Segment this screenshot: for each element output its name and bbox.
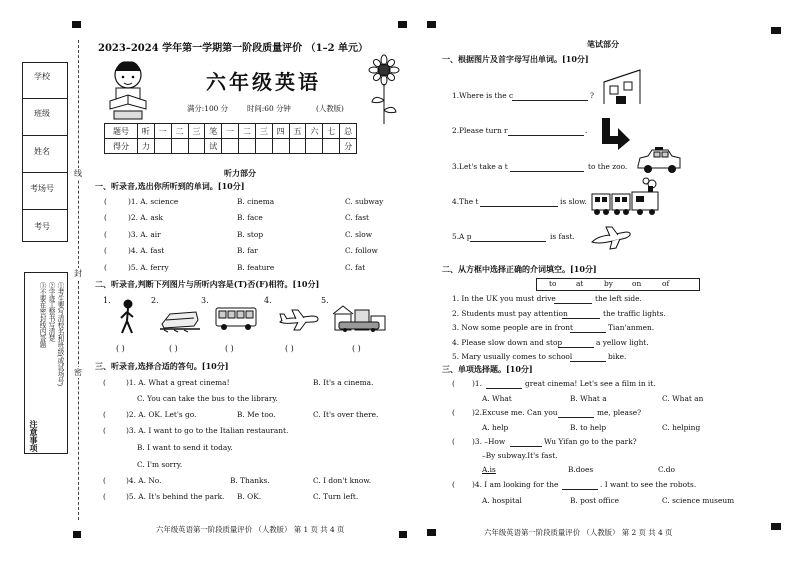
street-scene-icon (333, 304, 387, 332)
l-q1-option-b: B. feature (237, 263, 275, 272)
cell: 一 (222, 124, 239, 139)
score-cell[interactable] (171, 139, 188, 154)
score-cell[interactable] (255, 139, 272, 154)
l-q2-answer[interactable]: ( ) (116, 344, 125, 353)
r-q3-option-c: C. What an (662, 394, 704, 403)
l-q3-option-b: B. It's a cinema. (313, 378, 374, 387)
written-section-title: 笔试部分 (587, 39, 619, 49)
divider (22, 98, 67, 99)
field-exam-number: 考号 (34, 222, 50, 231)
r-q2-item-pre: 5. Mary usually comes to school (452, 352, 573, 361)
l-q3-title: 三、听录音,选择合适的答句。[10分] (95, 361, 229, 371)
r-q3-option-a: A. hospital (482, 496, 522, 505)
turn-right-arrow-icon (598, 116, 632, 150)
r-q1-item2-post: . (585, 126, 588, 135)
l-q1-option-a: )1. A. science (128, 197, 179, 206)
r-q3-paren[interactable]: ( (452, 437, 455, 446)
l-q2-num: 5. (321, 296, 329, 305)
r-q1-item1-post: ? (590, 91, 594, 100)
r-q3-option-b: B.does (568, 465, 594, 474)
r-q2-item-pre: 4. Please slow down and stop (452, 338, 563, 347)
r-q3-extra: –By subway.It's fast. (482, 451, 558, 460)
l-q3-option-c: C. Turn left. (313, 492, 359, 501)
l-q3-option-b: B. Me too. (237, 410, 276, 419)
r-q3-option-c: C. helping (662, 423, 701, 432)
r-q1-item2-pre: 2.Please turn r (452, 126, 508, 135)
divider (22, 172, 67, 173)
registration-mark (771, 27, 781, 34)
registration-mark (398, 21, 407, 28)
seal-mark-seal: 封 (74, 269, 82, 278)
r-q3-option-b: B. to help (570, 423, 607, 432)
l-q2-answer[interactable]: ( ) (225, 344, 234, 353)
sunflower-illustration (368, 56, 400, 126)
l-q1-paren[interactable]: ( (104, 246, 107, 255)
cell: 七 (323, 124, 340, 139)
cell: 力 (138, 139, 155, 154)
notice-line-2: ②字迹工整书写清楚 (47, 282, 55, 342)
r-q3-option-a: A.is (482, 465, 496, 474)
cinema-building-icon (600, 64, 644, 106)
l-q3-paren[interactable]: ( (103, 492, 106, 501)
cell: 四 (272, 124, 289, 139)
l-q3-paren[interactable]: ( (103, 378, 106, 387)
r-q3-option-c: C.do (658, 465, 675, 474)
r-q2-blank[interactable] (570, 361, 606, 362)
l-q3-option-c: C. It's over there. (313, 410, 379, 419)
r-q3-title: 三、单项选择题。[10分] (442, 364, 533, 374)
r-q3-stem-pre: )1. (472, 379, 482, 388)
r-q2-item-post: Tian'anmen. (608, 323, 655, 332)
score-cell[interactable] (272, 139, 289, 154)
r-q2-item-pre: 3. Now some people are in front (452, 323, 573, 332)
l-q1-option-b: B. far (237, 246, 258, 255)
word-bank-item: to (549, 279, 557, 288)
cell: 一 (154, 124, 171, 139)
r-q3-paren[interactable]: ( (452, 408, 455, 417)
l-q3-option-c: C. I'm sorry. (137, 460, 183, 469)
field-name: 姓名 (34, 147, 50, 156)
r-q2-blank[interactable] (570, 332, 606, 333)
word-bank-item: by (604, 279, 613, 288)
r-q3-option-b: B. What a (570, 394, 607, 403)
l-q1-option-a: )2. A. ask (128, 213, 163, 222)
l-q1-option-c: C. fast (345, 213, 369, 222)
score-cell[interactable] (306, 139, 323, 154)
l-q1-title: 一、听录音,选出你所听到的单词。[10分] (95, 181, 245, 191)
score-cell[interactable] (239, 139, 256, 154)
field-class: 班级 (34, 109, 50, 118)
score-cell[interactable] (154, 139, 171, 154)
right-page-footer: 六年级英语第一阶段质量评价 （人教版） 第 2 页 共 4 页 (484, 528, 673, 537)
main-title: 六年级英语 (206, 70, 321, 94)
l-q1-option-b: B. stop (237, 230, 264, 239)
field-exam-room: 考场号 (30, 184, 54, 193)
l-q2-answer[interactable]: ( ) (169, 344, 178, 353)
cell: 六 (306, 124, 323, 139)
seal-mark-line: 线 (74, 169, 82, 178)
cell: 试 (205, 139, 222, 154)
r-q1-item2-blank[interactable] (508, 135, 584, 136)
airplane-icon (278, 306, 320, 332)
r-q1-item5-blank[interactable] (470, 241, 546, 242)
score-table-header-row (105, 124, 357, 139)
left-page-footer: 六年级英语第一阶段质量评价 （人教版） 第 1 页 共 4 页 (156, 525, 345, 534)
r-q2-item-pre: 1. In the UK you must drive (452, 294, 556, 303)
l-q1-option-c: C. subway (345, 197, 384, 206)
l-q3-option-a: )1. A. What a great cinema! (126, 378, 230, 387)
registration-mark (427, 21, 436, 28)
l-q1-option-c: C. slow (345, 230, 373, 239)
registration-mark (73, 531, 81, 538)
r-q2-blank[interactable] (562, 318, 600, 319)
r-q3-stem-pre: )2.Excuse me. Can you (472, 408, 558, 417)
l-q2-num: 2. (151, 296, 159, 305)
score-table-score-row (105, 139, 357, 154)
r-q1-item4-pre: 4.The t (452, 197, 479, 206)
l-q3-option-b: B. OK. (237, 492, 262, 501)
notice-line-1: ①考生要写清校名和班级(或试场号) (56, 282, 64, 387)
r-q3-stem-pre: )4. I am looking for the (472, 480, 559, 489)
cell: 分 (340, 139, 357, 154)
r-q3-paren[interactable]: ( (452, 379, 455, 388)
word-bank-item: on (632, 279, 642, 288)
l-q3-option-b: B. I want to send it today. (137, 443, 233, 452)
r-q1-item3-post: to the zoo. (588, 162, 628, 171)
r-q3-paren[interactable]: ( (452, 480, 455, 489)
seal-line (78, 40, 79, 520)
word-bank-box (536, 278, 700, 291)
r-q2-item-post: a yellow light. (596, 338, 649, 347)
r-q2-title: 二、从方框中选择正确的介词填空。[10分] (442, 264, 597, 274)
r-q1-item1-pre: 1.Where is the c (452, 91, 514, 100)
cell: 笔 (205, 124, 222, 139)
divider (22, 209, 67, 210)
r-q3-stem-post: . I want to see the robots. (600, 480, 697, 489)
full-score: 满分:100 分 (187, 104, 229, 113)
taxi-icon (636, 146, 682, 176)
l-q3-paren[interactable]: ( (103, 410, 106, 419)
walking-person-icon (118, 300, 138, 336)
l-q1-paren[interactable]: ( (104, 263, 107, 272)
l-q3-option-a: )2. A. OK. Let's go. (126, 410, 197, 419)
r-q1-item3-pre: 3.Let's take a t (452, 162, 508, 171)
r-q1-item5-post: is fast. (550, 232, 575, 241)
l-q3-option-a: )5. A. It's behind the park. (126, 492, 225, 501)
score-table (104, 123, 357, 154)
l-q1-option-a: )5. A. ferry (128, 263, 169, 272)
r-q3-stem-post: me, please? (597, 408, 642, 417)
r-q3-blank[interactable] (486, 388, 522, 389)
steam-train-icon (590, 178, 664, 218)
l-q1-paren[interactable]: ( (104, 213, 107, 222)
l-q3-option-a: )3. A. I want to go to the Italian restaurant. (126, 426, 289, 435)
score-cell[interactable] (188, 139, 205, 154)
l-q1-option-b: B. face (237, 213, 263, 222)
r-q2-item-post: the left side. (595, 294, 642, 303)
cell: 听 (138, 124, 155, 139)
r-q3-stem-pre: )3. –How (472, 437, 506, 446)
cell: 二 (171, 124, 188, 139)
l-q1-option-c: C. follow (345, 246, 378, 255)
score-cell[interactable] (222, 139, 239, 154)
seal-mark-secret: 密 (74, 368, 82, 377)
registration-mark (771, 523, 781, 530)
notice-line-3: ③不要在密封线内答题 (38, 282, 46, 348)
notice-title: 注意事项 (29, 420, 39, 452)
cell: 题号 (105, 124, 138, 139)
l-q1-option-a: )4. A. fast (128, 246, 165, 255)
bus-icon (214, 306, 258, 332)
l-q3-option-c: C. You can take the bus to the library. (137, 394, 278, 403)
r-q3-option-b: B. post office (570, 496, 619, 505)
r-q3-option-a: A. help (482, 423, 509, 432)
r-q2-item-pre: 2. Students must pay attention (452, 309, 568, 318)
l-q2-answer[interactable]: ( ) (285, 344, 294, 353)
exam-time: 时间:60 分钟 (247, 104, 291, 113)
boy-reading-illustration (104, 57, 152, 123)
score-cell[interactable] (323, 139, 340, 154)
r-q3-stem-post: great cinema! Let's see a film in it. (525, 379, 656, 388)
cell: 三 (188, 124, 205, 139)
l-q2-num: 4. (264, 296, 272, 305)
registration-mark (399, 531, 407, 538)
cell: 总 (340, 124, 357, 139)
divider (22, 135, 67, 136)
r-q3-option-c: C. science museum (662, 496, 735, 505)
cell: 得分 (105, 139, 138, 154)
l-q2-num: 3. (201, 296, 209, 305)
registration-mark (427, 529, 436, 536)
r-q2-blank[interactable] (558, 347, 594, 348)
cell: 二 (239, 124, 256, 139)
l-q1-paren[interactable]: ( (104, 230, 107, 239)
l-q2-title: 二、听录音,判断下列图片与所听内容是(T)否(F)相符。[10分] (95, 279, 320, 289)
registration-mark (72, 21, 81, 28)
l-q3-paren[interactable]: ( (103, 476, 106, 485)
l-q2-num: 1. (103, 296, 111, 305)
word-bank-item: of (662, 279, 670, 288)
r-q3-blank[interactable] (558, 417, 594, 418)
cell: 三 (255, 124, 272, 139)
exam-header-title: 2023–2024 学年第一学期第一阶段质量评价 （1–2 单元） (98, 43, 369, 54)
airplane-icon (590, 224, 632, 250)
r-q1-item4-blank[interactable] (480, 206, 558, 207)
r-q1-title: 一、根据图片及首字母写出单词。[10分] (442, 54, 589, 64)
l-q1-option-b: B. cinema (237, 197, 275, 206)
l-q3-option-a: )4. A. No. (126, 476, 162, 485)
word-bank-item: at (576, 279, 584, 288)
r-q1-item1-blank[interactable] (512, 100, 588, 101)
l-q3-option-c: C. I don't know. (313, 476, 372, 485)
edition: (人教版) (316, 104, 344, 113)
r-q2-blank[interactable] (554, 303, 592, 304)
l-q2-answer[interactable]: ( ) (352, 344, 361, 353)
l-q1-option-c: C. fat (345, 263, 366, 272)
high-speed-train-icon (160, 308, 200, 330)
r-q2-item-post: the traffic lights. (603, 309, 666, 318)
r-q2-item-post: bike. (608, 352, 627, 361)
r-q1-item5-pre: 5.A p (452, 232, 472, 241)
cell: 五 (289, 124, 306, 139)
r-q3-blank[interactable] (510, 446, 542, 447)
r-q3-option-a: A. What (482, 394, 512, 403)
r-q1-item3-blank[interactable] (510, 171, 584, 172)
r-q3-blank[interactable] (562, 489, 598, 490)
l-q1-option-a: )3. A. air (128, 230, 161, 239)
r-q3-stem-post: Wu Yifan go to the park? (544, 437, 637, 446)
r-q1-item4-post: is slow. (560, 197, 587, 206)
listening-section-title: 听力部分 (224, 168, 256, 178)
field-school: 学校 (34, 72, 50, 81)
l-q1-paren[interactable]: ( (104, 197, 107, 206)
score-cell[interactable] (289, 139, 306, 154)
l-q3-paren[interactable]: ( (103, 426, 106, 435)
l-q3-option-b: B. Thanks. (230, 476, 270, 485)
